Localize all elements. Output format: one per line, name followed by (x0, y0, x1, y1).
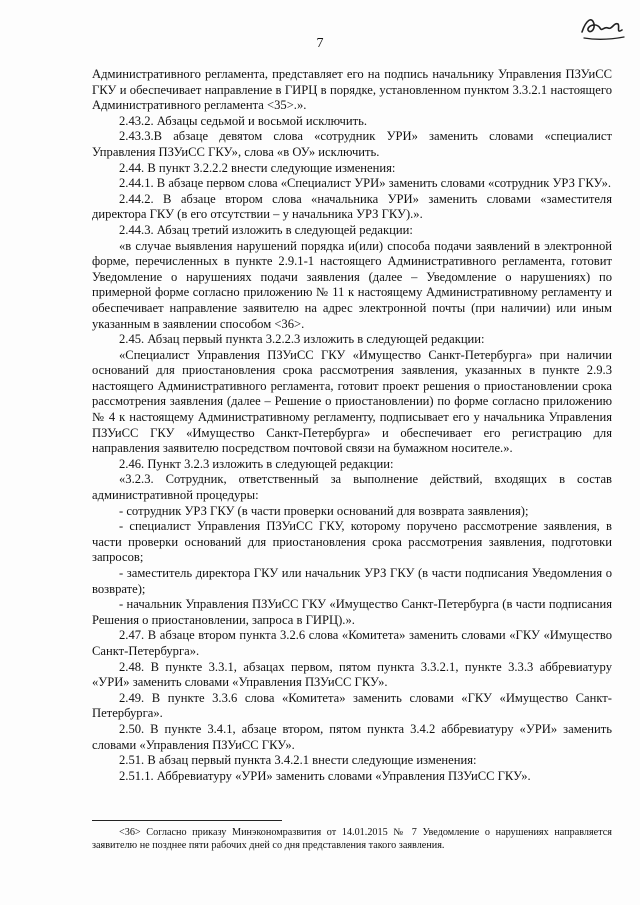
paragraph: «в случае выявления нарушений порядка и(или) способа подачи заявлений в электронной форме, перечисленных в пункте 2.9.1-1 настоящего Административного регламента, готовит Уведомление о нарушениях подачи заявления (далее – Уведомление о нарушениях) по примерной форме согласно приложению № 11 к настоящему Административному регламенту и обеспечивает направление заявителю на адрес электронной почты (при наличии) или иным указанным в заявлении способом <36>. (92, 238, 612, 331)
footnote-divider (92, 820, 282, 821)
paragraph: - заместитель директора ГКУ или начальник УРЗ ГКУ (в части подписания Уведомления о возврате); (92, 566, 612, 596)
paragraph: 2.46. Пункт 3.2.3 изложить в следующей редакции: (119, 456, 394, 471)
paragraph: 2.48. В пункте 3.3.1, абзацах первом, пятом пункта 3.3.2.1, пункте 3.3.3 аббревиатуру «УРИ» заменить словами «Управления ПЗУиСС ГКУ». (92, 659, 612, 690)
paragraph: Административного регламента, представляет его на подпись начальнику Управления ПЗУиСС ГКУ и обеспечивает направление в ГИРЦ в порядке, установленном пунктом 3.3.2.1 настоящего Административного регламента <35>.». (92, 67, 612, 113)
paragraph: 2.44.3. Абзац третий изложить в следующей редакции: (119, 222, 413, 237)
handwritten-signature (578, 10, 626, 44)
paragraph: «Специалист Управления ПЗУиСС ГКУ «Имущество Санкт-Петербурга» при наличии оснований для приостановления срока рассмотрения заявления, указанных в пункте 2.9.3 настоящего Административного регламента, готовит проект решения о приостановлении срока рассмотрения заявления (далее – Решение о приостановлении) по форме согласно приложению № 4 к настоящему Административному регламенту, подписывает его у начальника Управления ПЗУиСС ГКУ «Имущество Санкт-Петербурга» и обеспечивает его регистрацию для направления заявителю посредством почтовой связи на бумажном носителе.». (92, 347, 612, 456)
paragraph: 2.44.2. В абзаце втором слова «начальника УРИ» заменить словами «заместителя директора ГКУ (в его отсутствии – у начальника УРЗ ГКУ).». (92, 191, 612, 222)
paragraph: 2.51. В абзац первый пункта 3.4.2.1 внести следующие изменения: (119, 753, 477, 768)
paragraph: 2.50. В пункте 3.4.1, абзаце втором, пятом пункта 3.4.2 аббревиатуру «УРИ» заменить словами «Управления ПЗУиСС ГКУ». (92, 721, 612, 752)
paragraph: 2.51.1. Аббревиатуру «УРИ» заменить словами «Управления ПЗУиСС ГКУ». (119, 768, 531, 783)
paragraph: 2.49. В пункте 3.3.6 слова «Комитета» заменить словами «ГКУ «Имущество Санкт-Петербурга». (92, 690, 612, 721)
paragraph: 2.43.2. Абзацы седьмой и восьмой исключить. (119, 113, 368, 128)
page-number: 7 (316, 36, 324, 51)
paragraph: 2.43.3.В абзаце девятом слова «сотрудник УРИ» заменить словами «специалист Управления ПЗУиСС ГКУ», слова «в ОУ» исключить. (92, 129, 612, 159)
paragraph: 2.44. В пункт 3.2.2.2 внести следующие изменения: (119, 160, 396, 175)
footnote-text: <36> Согласно приказу Минэкономразвития от 14.01.2015 № 7 Уведомление о нарушениях направляется заявителю не позднее пяти рабочих дней со дня представления такого заявления. (92, 827, 612, 851)
paragraph: 2.45. Абзац первый пункта 3.2.2.3 изложить в следующей редакции: (119, 332, 485, 347)
paragraph: 2.47. В абзаце втором пункта 3.2.6 слова «Комитета» заменить словами «ГКУ «Имущество Санкт-Петербурга». (92, 628, 612, 658)
document-body (92, 67, 612, 784)
paragraph: 2.44.1. В абзаце первом слова «Специалист УРИ» заменить словами «сотрудник УРЗ ГКУ». (119, 176, 612, 191)
paragraph: «3.2.3. Сотрудник, ответственный за выполнение действий, входящих в состав административной процедуры: (92, 472, 612, 503)
paragraph: - специалист Управления ПЗУиСС ГКУ, которому поручено рассмотрение заявления, в части проверки оснований для приостановления срока рассмотрения заявления, подготовки запросов; (92, 519, 612, 565)
paragraph: - сотрудник УРЗ ГКУ (в части проверки оснований для возврата заявления); (119, 503, 529, 518)
footnote (92, 826, 612, 852)
paragraph: - начальник Управления ПЗУиСС ГКУ «Имущество Санкт-Петербурга (в части подписания Решения о приостановлении, запроса в ГИРЦ).». (92, 597, 612, 627)
